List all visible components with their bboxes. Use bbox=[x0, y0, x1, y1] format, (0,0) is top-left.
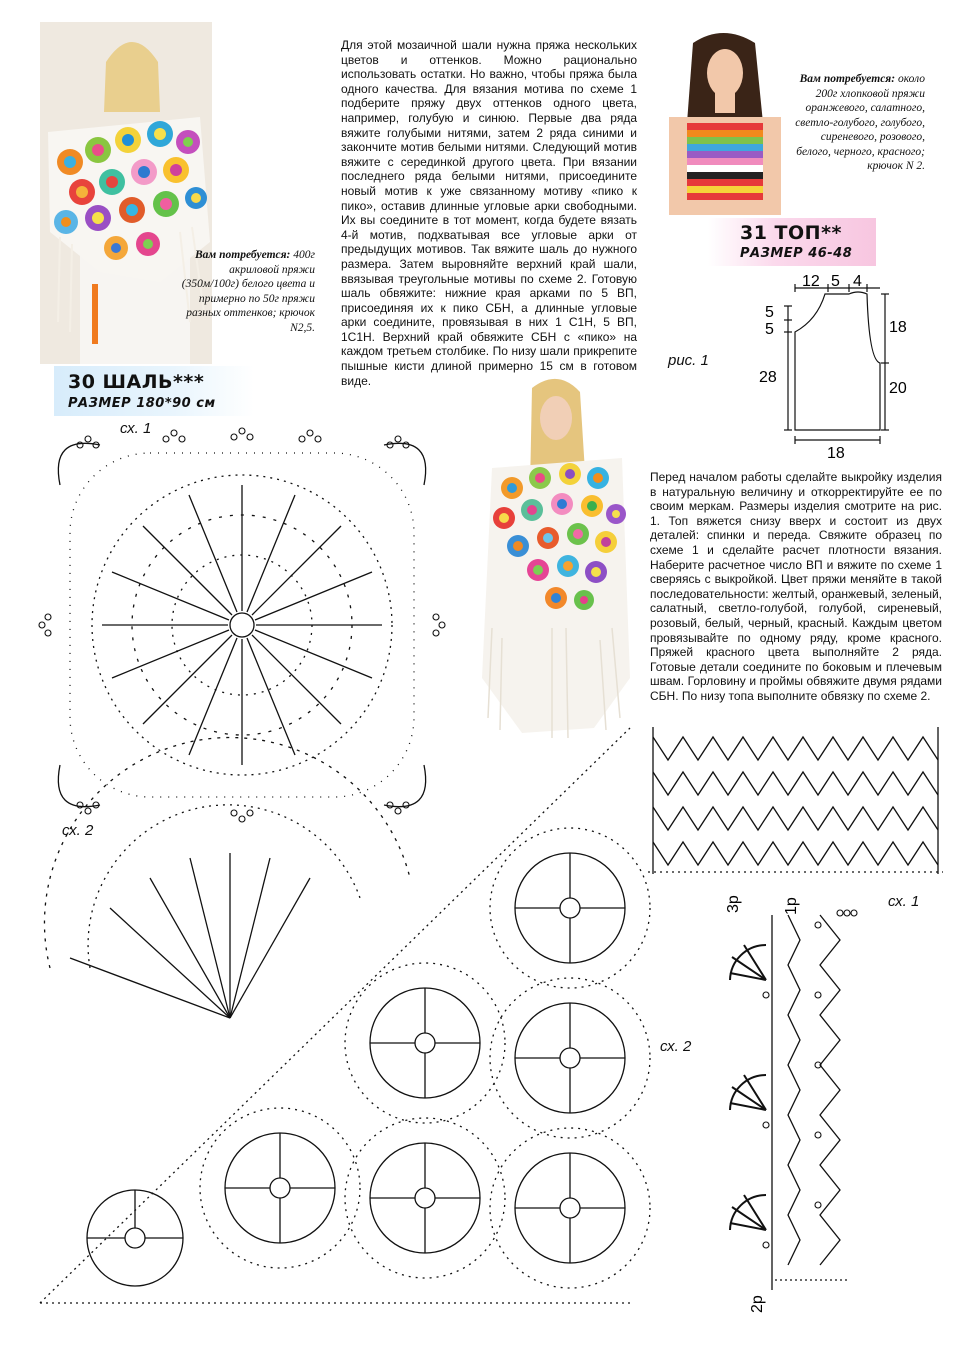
dim-5-top: 5 bbox=[831, 273, 840, 290]
motif-rays bbox=[87, 853, 625, 1263]
shawl-size: РАЗМЕР 180*90 см bbox=[68, 396, 216, 411]
shawl-back-photo bbox=[482, 378, 630, 743]
shawl-materials-note bbox=[180, 248, 315, 335]
top-size: РАЗМЕР 46-48 bbox=[740, 246, 853, 261]
shawl-title: 30 ШАЛЬ*** bbox=[68, 371, 205, 393]
shawl-scheme-1-label: сх. 1 bbox=[120, 420, 152, 437]
shawl-description-text: Для этой мозаичной шали нужна пряжа нескольких цветов и оттенков. Можно рационально использовать остатки. Но важно, чтобы пряжа была одного качества. Для вязания мотива по схеме 1 подберите пряжу двух оттенков одного цвета, например, голубую и синюю. Первые два ряда вяжите голубыми нитями, затем 2 ряда синими и закончите мотив белыми нитями. Следующий мотив вяжите с серединкой другого цвета. При вязании последнего ряда белыми нитями, присоедините новый мотив к уже связанному мотиву «пико к пико», оставив длинные угловые арки свободными. Их вы соедините в тот момент, когда будете вязать 4-й мотив, подхватывая все угловые арки от предыдущих мотивов. Так вяжите шаль до нужного размера. Затем выровняйте верхний край шали, ввязывая треугольные мотивы по схеме 2. Готовую шаль обвяжите: нижние края арками по 5 ВП, присоединяя их к пико СБН, а длинные угловые арки соедините, провязывая в них 1 С1Н, 5 ВП, 1С1Н. Верхний край обвяжите СБН с «пико» на каждом третьем столбике. По низу шали прикрепите пышные кисти длиной примерно 15 см в готовом виде. bbox=[341, 38, 637, 388]
top-edging-diagram bbox=[700, 895, 870, 1315]
top-materials-body: около 200г хлопковой пряжи оранжевого, салатного, светло-голубого, голубого, сиреневого, розового, белого, черного, красного; крючок N 2. bbox=[795, 73, 925, 172]
shawl-scheme-2-label: сх. 2 bbox=[62, 822, 94, 839]
top-scheme-1-label: сх. 1 bbox=[888, 893, 920, 910]
top-title: 31 ТОП** bbox=[740, 222, 842, 244]
row-label-3: 3р bbox=[725, 895, 742, 913]
top-materials-note bbox=[790, 72, 925, 174]
dim-18-right: 18 bbox=[889, 319, 907, 336]
dim-20: 20 bbox=[889, 380, 907, 397]
top-description bbox=[650, 470, 942, 704]
top-scheme-2-label: сх. 2 bbox=[660, 1038, 692, 1055]
dim-5-a: 5 bbox=[765, 304, 774, 321]
materials-heading: Вам потребуется: bbox=[194, 249, 291, 261]
pattern-outline bbox=[795, 292, 880, 430]
shawl-description bbox=[341, 38, 637, 388]
row-label-2: 2р bbox=[749, 1295, 766, 1313]
top-stitch-rows-diagram bbox=[648, 722, 946, 882]
dim-12: 12 bbox=[802, 273, 820, 290]
top-pattern-drawing bbox=[755, 270, 930, 470]
dim-5-b: 5 bbox=[765, 321, 774, 338]
top-description-text: Перед началом работы сделайте выкройку изделия в натуральную величину и откорректируйте ее по своим меркам. Размеры изделия смотрите на рис. 1. Топ вяжется снизу вверх и состоит из двух деталей: спинки и переда. Свяжите образец по схеме 1 и сделайте расчет плотности вязания. Наберите расчетное число ВП и вяжите по схеме 1 сверяясь с выкройкой. Цвет пряжи меняйте в такой последовательности: желтый, оранжевый, зеленый, салатный, светло-голубой, голубой, сиреневый, розовый, белый, черный, красный. Каждым цветом провязывайте по одному ряду, кроме красного. Пряжей красного цвета выполняйте 2 ряда. Готовые детали соедините по боковым и плечевым швам. Горловину и проймы обвяжите двумя рядами СБН. По низу топа выполните обвязку по схеме 2. bbox=[650, 470, 942, 703]
dim-18-bottom: 18 bbox=[827, 445, 845, 462]
shawl-triangle-diagram bbox=[30, 718, 640, 1318]
figure-1-label: рис. 1 bbox=[668, 352, 709, 369]
dim-4: 4 bbox=[853, 273, 862, 290]
triangle-motif-halfcircle bbox=[44, 738, 410, 1018]
triangle-motifs bbox=[87, 828, 650, 1288]
dim-28: 28 bbox=[759, 369, 777, 386]
materials-body: 400г акриловой пряжи (350м/100г) белого цвета и примерно по 50г пряжи разных оттенков; крючок N2,5. bbox=[181, 249, 315, 334]
row-label-1: 1р bbox=[783, 897, 800, 915]
top-model-photo bbox=[663, 33, 787, 215]
top-materials-heading: Вам потребуется: bbox=[799, 73, 896, 85]
